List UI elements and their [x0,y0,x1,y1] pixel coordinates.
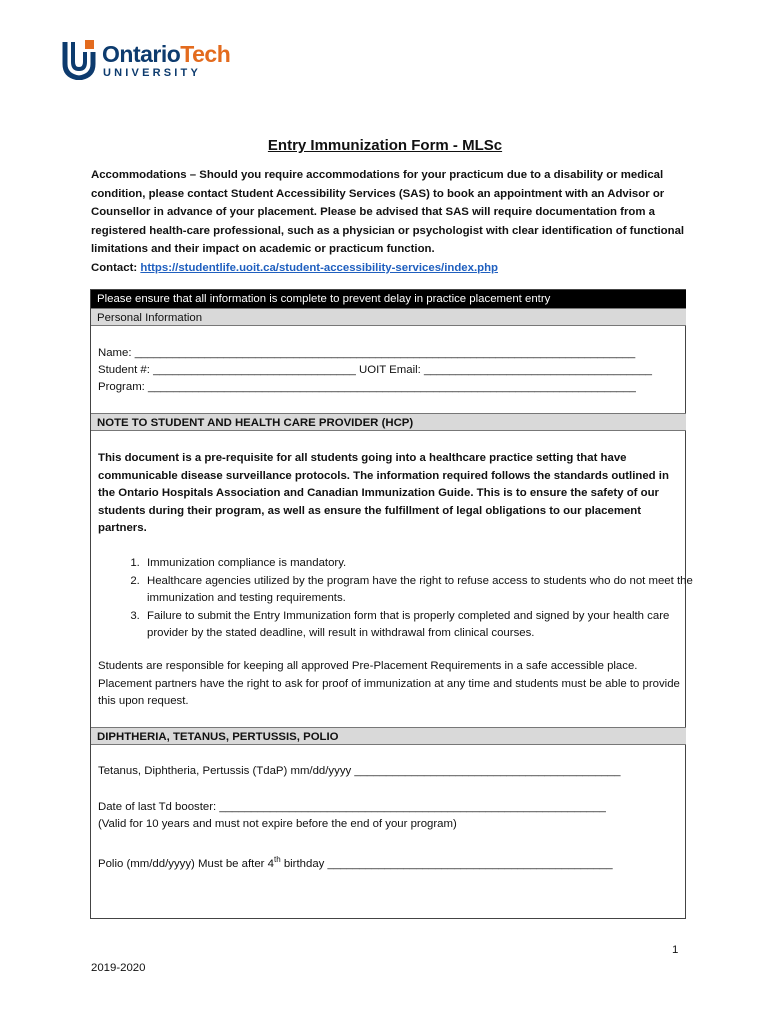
prerequisite-paragraph: This document is a pre-requisite for all students going into a healthcare practice setting that have communicable disease surveillance protocols. The information required follows the standards outlined in the Ontario Hospitals Association and Canadian Immunization Guide. This is to ensure the safety of our students during their program, as well as ensure the fulfillment of legal obligations to our placement partners. [98,452,669,534]
responsibility-paragraph: Students are responsible for keeping all approved Pre-Placement Requirements in a safe accessible place. Placement partners have the right to ask for proof of immunization at any time and students must be able to provide this upon request. [98,660,680,707]
list-item: 1. Immunization compliance is mandatory. [143,555,713,573]
logo-subtitle: UNIVERSITY [103,67,202,79]
contact-label: Contact: [91,261,138,274]
student-email-field[interactable]: Student #: ________________________________ UOIT Email: ____________________________________ [98,364,653,376]
footer-year: 2019-2020 [91,962,146,974]
logo-wordmark: OntarioTech [102,41,231,67]
page-number: 1 [672,944,679,956]
accommodations-text: Accommodations – Should you require accommodations for your practicum due to a disability or medical condition, please contact Student Accessibility Services (SAS) to book an appointment with an Advisor or Counsellor in advance of your placement. Please be advised that SAS will require documentation from a registered health-care professional, such as a physician or psychologist with clear identification of functional limitations and their impact on academic or practicum function. [91,169,685,256]
accommodations-notice [91,166,691,278]
shield-logo-icon [62,38,96,80]
personal-info-heading: Personal Information [91,308,686,326]
td-booster-field[interactable]: Date of last Td booster: _____________________________________________________________ [98,801,606,813]
name-field[interactable]: Name: _______________________________________________________________________________ [98,347,636,359]
td-validity-note: (Valid for 10 years and must not expire before the end of your program) [98,818,457,830]
note-heading: NOTE TO STUDENT AND HEALTH CARE PROVIDER (HCP) [91,413,686,431]
requirements-list [98,555,713,643]
list-item: 3. Failure to submit the Entry Immunization form that is properly completed and signed by your health care provider by the stated deadline, will result in withdrawal from clinical courses. [143,608,713,643]
tdap-date-field[interactable]: Tetanus, Diphtheria, Pertussis (TdaP) mm/dd/yyyy __________________________________________ [98,765,621,777]
polio-date-field[interactable]: Polio (mm/dd/yyyy) Must be after 4th birthday _____________________________________________ [98,855,613,870]
sas-contact-link[interactable]: https://studentlife.uoit.ca/student-accessibility-services/index.php [140,261,498,274]
ontario-tech-logo [62,38,262,84]
list-item: 2. Healthcare agencies utilized by the program have the right to refuse access to students who do not meet the immunization and testing requirements. [143,573,713,608]
page-title: Entry Immunization Form - MLSc [267,137,503,154]
dtpp-heading: DIPHTHERIA, TETANUS, PERTUSSIS, POLIO [91,727,686,745]
program-field[interactable]: Program: _____________________________________________________________________________ [98,381,636,393]
completion-banner: Please ensure that all information is complete to prevent delay in practice placement entry [91,290,686,308]
